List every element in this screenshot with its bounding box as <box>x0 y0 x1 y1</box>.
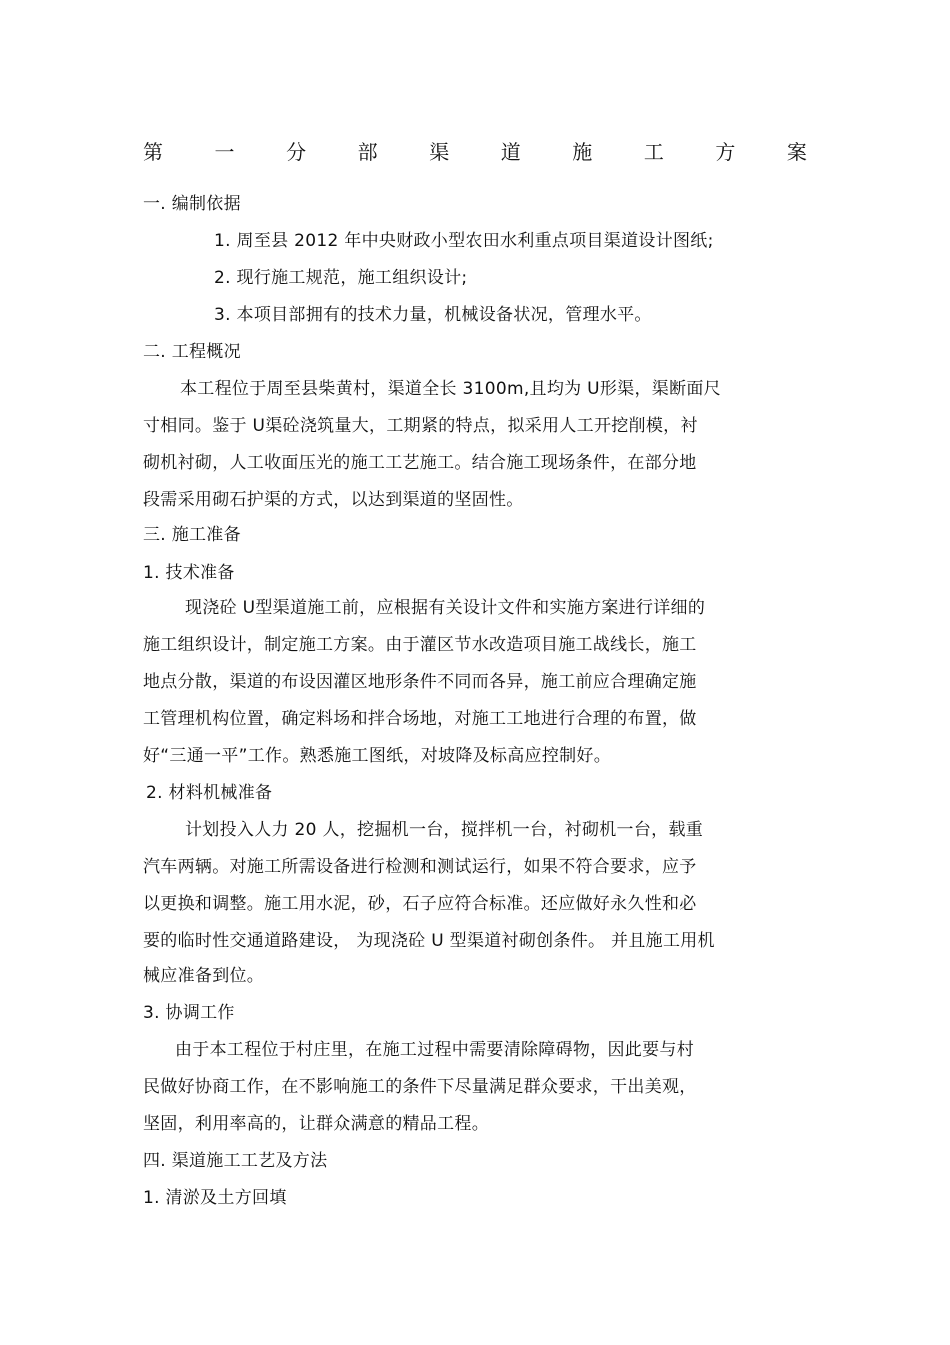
paragraph-line: 民做好协商工作，在不影响施工的条件下尽量满足群众要求，干出美观， <box>143 1077 697 1097</box>
section-heading: 一. 编制依据 <box>143 194 241 214</box>
paragraph-line: 地点分散，渠道的布设因灌区地形条件不同而各异，施工前应合理确定施 <box>143 672 697 692</box>
title-char: 方 <box>715 140 736 164</box>
paragraph-line: 段需采用砌石护渠的方式，以达到渠道的坚固性。 <box>143 490 524 510</box>
list-item: 3. 本项目部拥有的技术力量，机械设备状况，管理水平。 <box>214 305 652 325</box>
section-heading: 四. 渠道施工工艺及方法 <box>143 1151 328 1171</box>
section-heading: 二. 工程概况 <box>143 342 241 362</box>
title-char: 案 <box>786 140 807 164</box>
paragraph-line: 寸相同。鉴于 U渠砼浇筑量大，工期紧的特点，拟采用人工开挖削模，衬 <box>143 416 698 436</box>
subsection-heading: 1. 清淤及土方回填 <box>143 1188 287 1208</box>
paragraph-line: 由于本工程位于村庄里，在施工过程中需要清除障碍物，因此要与村 <box>175 1040 694 1060</box>
subsection-heading: 1. 技术准备 <box>143 563 235 583</box>
list-item: 2. 现行施工规范，施工组织设计; <box>214 268 468 288</box>
section-heading: 三. 施工准备 <box>143 525 241 545</box>
title-char: 道 <box>500 140 521 164</box>
title-char: 一 <box>214 140 235 164</box>
paragraph-line: 工管理机构位置，确定料场和拌合场地，对施工工地进行合理的布置，做 <box>143 709 697 729</box>
paragraph-line: 械应准备到位。 <box>143 966 265 986</box>
paragraph-line: 本工程位于周至县柴黄村，渠道全长 3100m,且均为 U形渠，渠断面尺 <box>180 379 721 399</box>
paragraph-line: 好“三通一平”工作。熟悉施工图纸，对坡降及标高应控制好。 <box>143 746 612 766</box>
paragraph-line: 施工组织设计，制定施工方案。由于灌区节水改造项目施工战线长，施工 <box>143 635 697 655</box>
title-char: 第 <box>143 140 163 164</box>
paragraph-line: 计划投入人力 20 人，挖掘机一台，搅拌机一台，衬砌机一台，载重 <box>185 820 704 840</box>
title-char: 工 <box>643 140 664 164</box>
paragraph-line: 砌机衬砌，人工收面压光的施工工艺施工。结合施工现场条件，在部分地 <box>143 453 697 473</box>
subsection-heading: 2. 材料机械准备 <box>146 783 273 803</box>
paragraph-line: 现浇砼 U型渠道施工前，应根据有关设计文件和实施方案进行详细的 <box>185 598 706 618</box>
page-title <box>143 138 807 166</box>
paragraph-line: 要的临时性交通道路建设， 为现浇砼 U 型渠道衬砌创条件。 并且施工用机 <box>143 931 715 951</box>
paragraph-line: 汽车两辆。对施工所需设备进行检测和测试运行，如果不符合要求，应予 <box>143 857 697 877</box>
title-char: 施 <box>572 140 593 164</box>
paragraph-line: 以更换和调整。施工用水泥，砂，石子应符合标准。还应做好永久性和必 <box>143 894 697 914</box>
paragraph-line: 坚固，利用率高的，让群众满意的精品工程。 <box>143 1114 489 1134</box>
title-char: 分 <box>286 140 307 164</box>
title-char: 渠 <box>429 140 450 164</box>
title-char: 部 <box>357 140 378 164</box>
list-item: 1. 周至县 2012 年中央财政小型农田水利重点项目渠道设计图纸; <box>214 231 714 251</box>
subsection-heading: 3. 协调工作 <box>143 1003 235 1023</box>
